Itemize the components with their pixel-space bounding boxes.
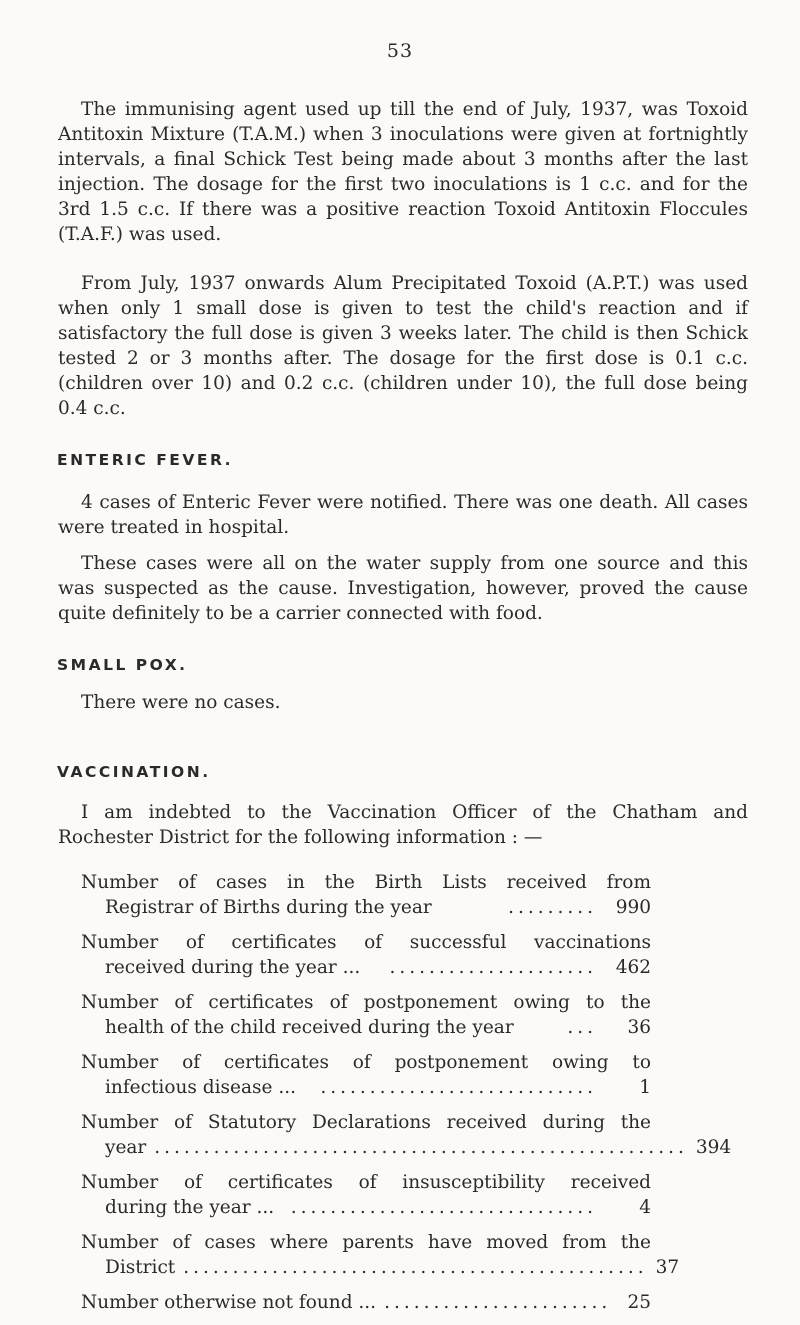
stat-row: Number of certificates of insusceptibility received during the year ... ............................... 4 [81, 1172, 651, 1218]
page-number: 53 [386, 40, 414, 62]
stat-label-line2: year [105, 1137, 147, 1158]
paragraph-tam: The immunising agent used up till the end of July, 1937, was Toxoid Antitoxin Mixture (T.A.M.) when 3 inoculations were given at fortnightly intervals, a final Schick Test being made about 3 months after the last injection. The dosage for the first two inoculations is 1 c.c. and for the 3rd 1.5 c.c. If there was a positive reaction Toxoid Antitoxin Floccules (T.A.F.) was used. [58, 99, 748, 245]
stat-value: 4 [639, 1197, 651, 1218]
stat-label-line1: Number of cases where parents have moved from the [81, 1232, 651, 1253]
stat-label-line2: infectious disease ... [105, 1077, 296, 1098]
stat-value: 37 [655, 1257, 680, 1278]
stat-value: 36 [627, 1017, 651, 1038]
vaccination-stats [81, 870, 732, 1325]
stat-value: 990 [615, 897, 651, 918]
stat-label-line2: Number otherwise not found ... [81, 1292, 377, 1313]
stat-row: Number of Statutory Declarations received during the year ...................................................... 394 [81, 1112, 732, 1158]
stat-label-line1: Number of certificates of postponement owing to the [81, 992, 651, 1013]
stat-value: 462 [615, 957, 651, 978]
paragraph-enteric-cases: 4 cases of Enteric Fever were notified. There was one death. All cases were treated in hospital. [58, 492, 748, 538]
paragraph-enteric-cause: These cases were all on the water supply from one source and this was suspected as the cause. Investigation, however, proved the cause quite definitely to be a carrier connected with food. [58, 553, 748, 624]
paragraph-apt: From July, 1937 onwards Alum Precipitated Toxoid (A.P.T.) was used when only 1 small dose is given to test the child's reaction and if satisfactory the full dose is given 3 weeks later. The child is then Schick tested 2 or 3 months after. The dosage for the first dose is 0.1 c.c. (children over 10) and 0.2 c.c. (children under 10), the full dose being 0.4 c.c. [58, 273, 748, 419]
stat-row: Number of certificates of postponement owing to infectious disease ... ............................ 1 [81, 1052, 651, 1098]
stat-label-line1: Number of certificates of insusceptibility received [81, 1172, 651, 1193]
heading-enteric-fever: ENTERIC FEVER. [57, 451, 234, 469]
stat-label-line1: Number of certificates of postponement owing to [81, 1052, 651, 1073]
paragraph-vaccination-intro: I am indebted to the Vaccination Officer of the Chatham and Rochester District for the following information : — [58, 802, 748, 848]
stat-label-line1: Number of cases in the Birth Lists received from [81, 872, 651, 893]
heading-small-pox: SMALL POX. [57, 656, 188, 674]
stat-row: Number of cases in the Birth Lists received from Registrar of Births during the year ......... 990 [81, 872, 651, 918]
stat-label-line2: District [105, 1257, 176, 1278]
stat-value: 25 [627, 1292, 651, 1313]
stat-label-line2: received during the year ... [105, 957, 361, 978]
stat-label-line1: Number of Statutory Declarations received during the [81, 1112, 651, 1133]
stat-value: 1 [639, 1077, 651, 1098]
stat-row: Number of certificates of postponement owing to the health of the child received during the year ... 36 [81, 992, 651, 1038]
stat-row: Number otherwise not found ... ....................... 25 [81, 1292, 651, 1313]
smallpox-text: There were no cases. [81, 692, 281, 713]
stat-label-line2: during the year ... [105, 1197, 275, 1218]
stat-label-line2: Registrar of Births during the year [105, 897, 432, 918]
heading-vaccination: VACCINATION. [57, 763, 211, 781]
stat-value: 394 [695, 1137, 732, 1158]
stat-label-line1: Number of certificates of successful vaccinations [81, 932, 651, 953]
stat-row: Number of certificates of successful vaccinations received during the year ... ..................... 462 [81, 932, 651, 978]
stat-label-line2: health of the child received during the year [105, 1017, 514, 1038]
stat-row: Number of cases where parents have moved from the District ............................................... 37 [81, 1232, 680, 1278]
